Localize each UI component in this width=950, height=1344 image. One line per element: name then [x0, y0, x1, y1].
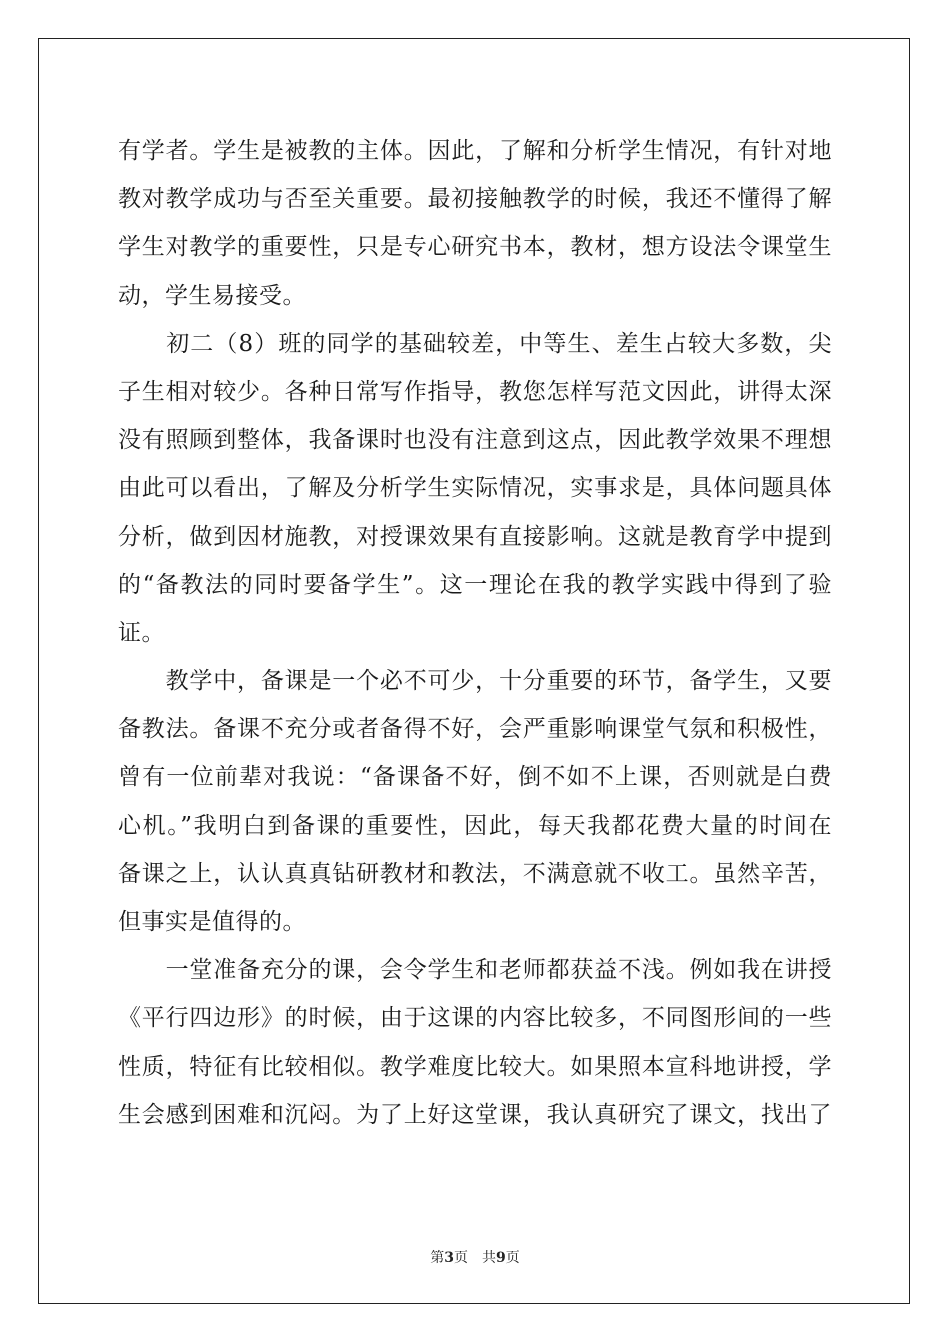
text-line: 学生对教学的重要性，只是专心研究书本，教材，想方设法令课堂生	[118, 234, 832, 261]
text-line: 曾有一位前辈对我说：“备课备不好，倒不如不上课，否则就是白费	[118, 764, 832, 791]
text-line: 有学者。学生是被教的主体。因此，了解和分析学生情况，有针对地	[118, 138, 832, 164]
text-line: 《平行四边形》的时候，由于这课的内容比较多，不同图形间的一些	[118, 1005, 832, 1032]
text-line: 教对教学成功与否至关重要。最初接触教学的时候，我还不懂得了解	[118, 186, 832, 213]
text-line: 性质，特征有比较相似。教学难度比较大。如果照本宣科地讲授，学	[118, 1053, 832, 1080]
text-line: 分析，做到因材施教，对授课效果有直接影响。这就是教育学中提到	[118, 523, 832, 550]
text-line: 由此可以看出，了解及分析学生实际情况，实事求是，具体问题具体	[118, 475, 832, 502]
page-footer	[0, 1247, 950, 1267]
text-line: 备课之上，认认真真钻研教材和教法，不满意就不收工。虽然辛苦，	[118, 860, 832, 887]
text-line: 教学中，备课是一个必不可少，十分重要的环节，备学生，又要	[118, 668, 832, 695]
text-line: 生会感到困难和沉闷。为了上好这堂课，我认真研究了课文，找出了	[118, 1101, 832, 1128]
text-line: 证。	[118, 619, 165, 646]
text-line: 一堂准备充分的课，会令学生和老师都获益不浅。例如我在讲授	[118, 957, 832, 984]
text-line: 没有照顾到整体，我备课时也没有注意到这点，因此教学效果不理想	[118, 427, 832, 454]
text-line: 动，学生易接受。	[118, 282, 306, 309]
current-page-number: 3	[444, 1250, 454, 1266]
text-line: 但事实是值得的。	[118, 909, 306, 935]
text-line: 子生相对较少。各种日常写作指导，教您怎样写范文因此，讲得太深	[118, 378, 832, 405]
text-line: 备教法。备课不充分或者备得不好，会严重影响课堂气氛和积极性，	[118, 716, 832, 743]
total-page-count: 9	[496, 1250, 506, 1266]
footer-suffix: 页	[505, 1250, 520, 1266]
footer-mid: 页 共	[454, 1250, 496, 1266]
text-line: 的“备教法的同时要备学生”。这一理论在我的教学实践中得到了验	[118, 571, 832, 598]
text-line: 心机。”我明白到备课的重要性，因此，每天我都花费大量的时间在	[118, 812, 832, 839]
footer-prefix: 第	[430, 1250, 445, 1266]
document-body	[118, 127, 832, 1139]
text-line: 初二（8）班的同学的基础较差，中等生、差生占较大多数，尖	[118, 330, 832, 357]
